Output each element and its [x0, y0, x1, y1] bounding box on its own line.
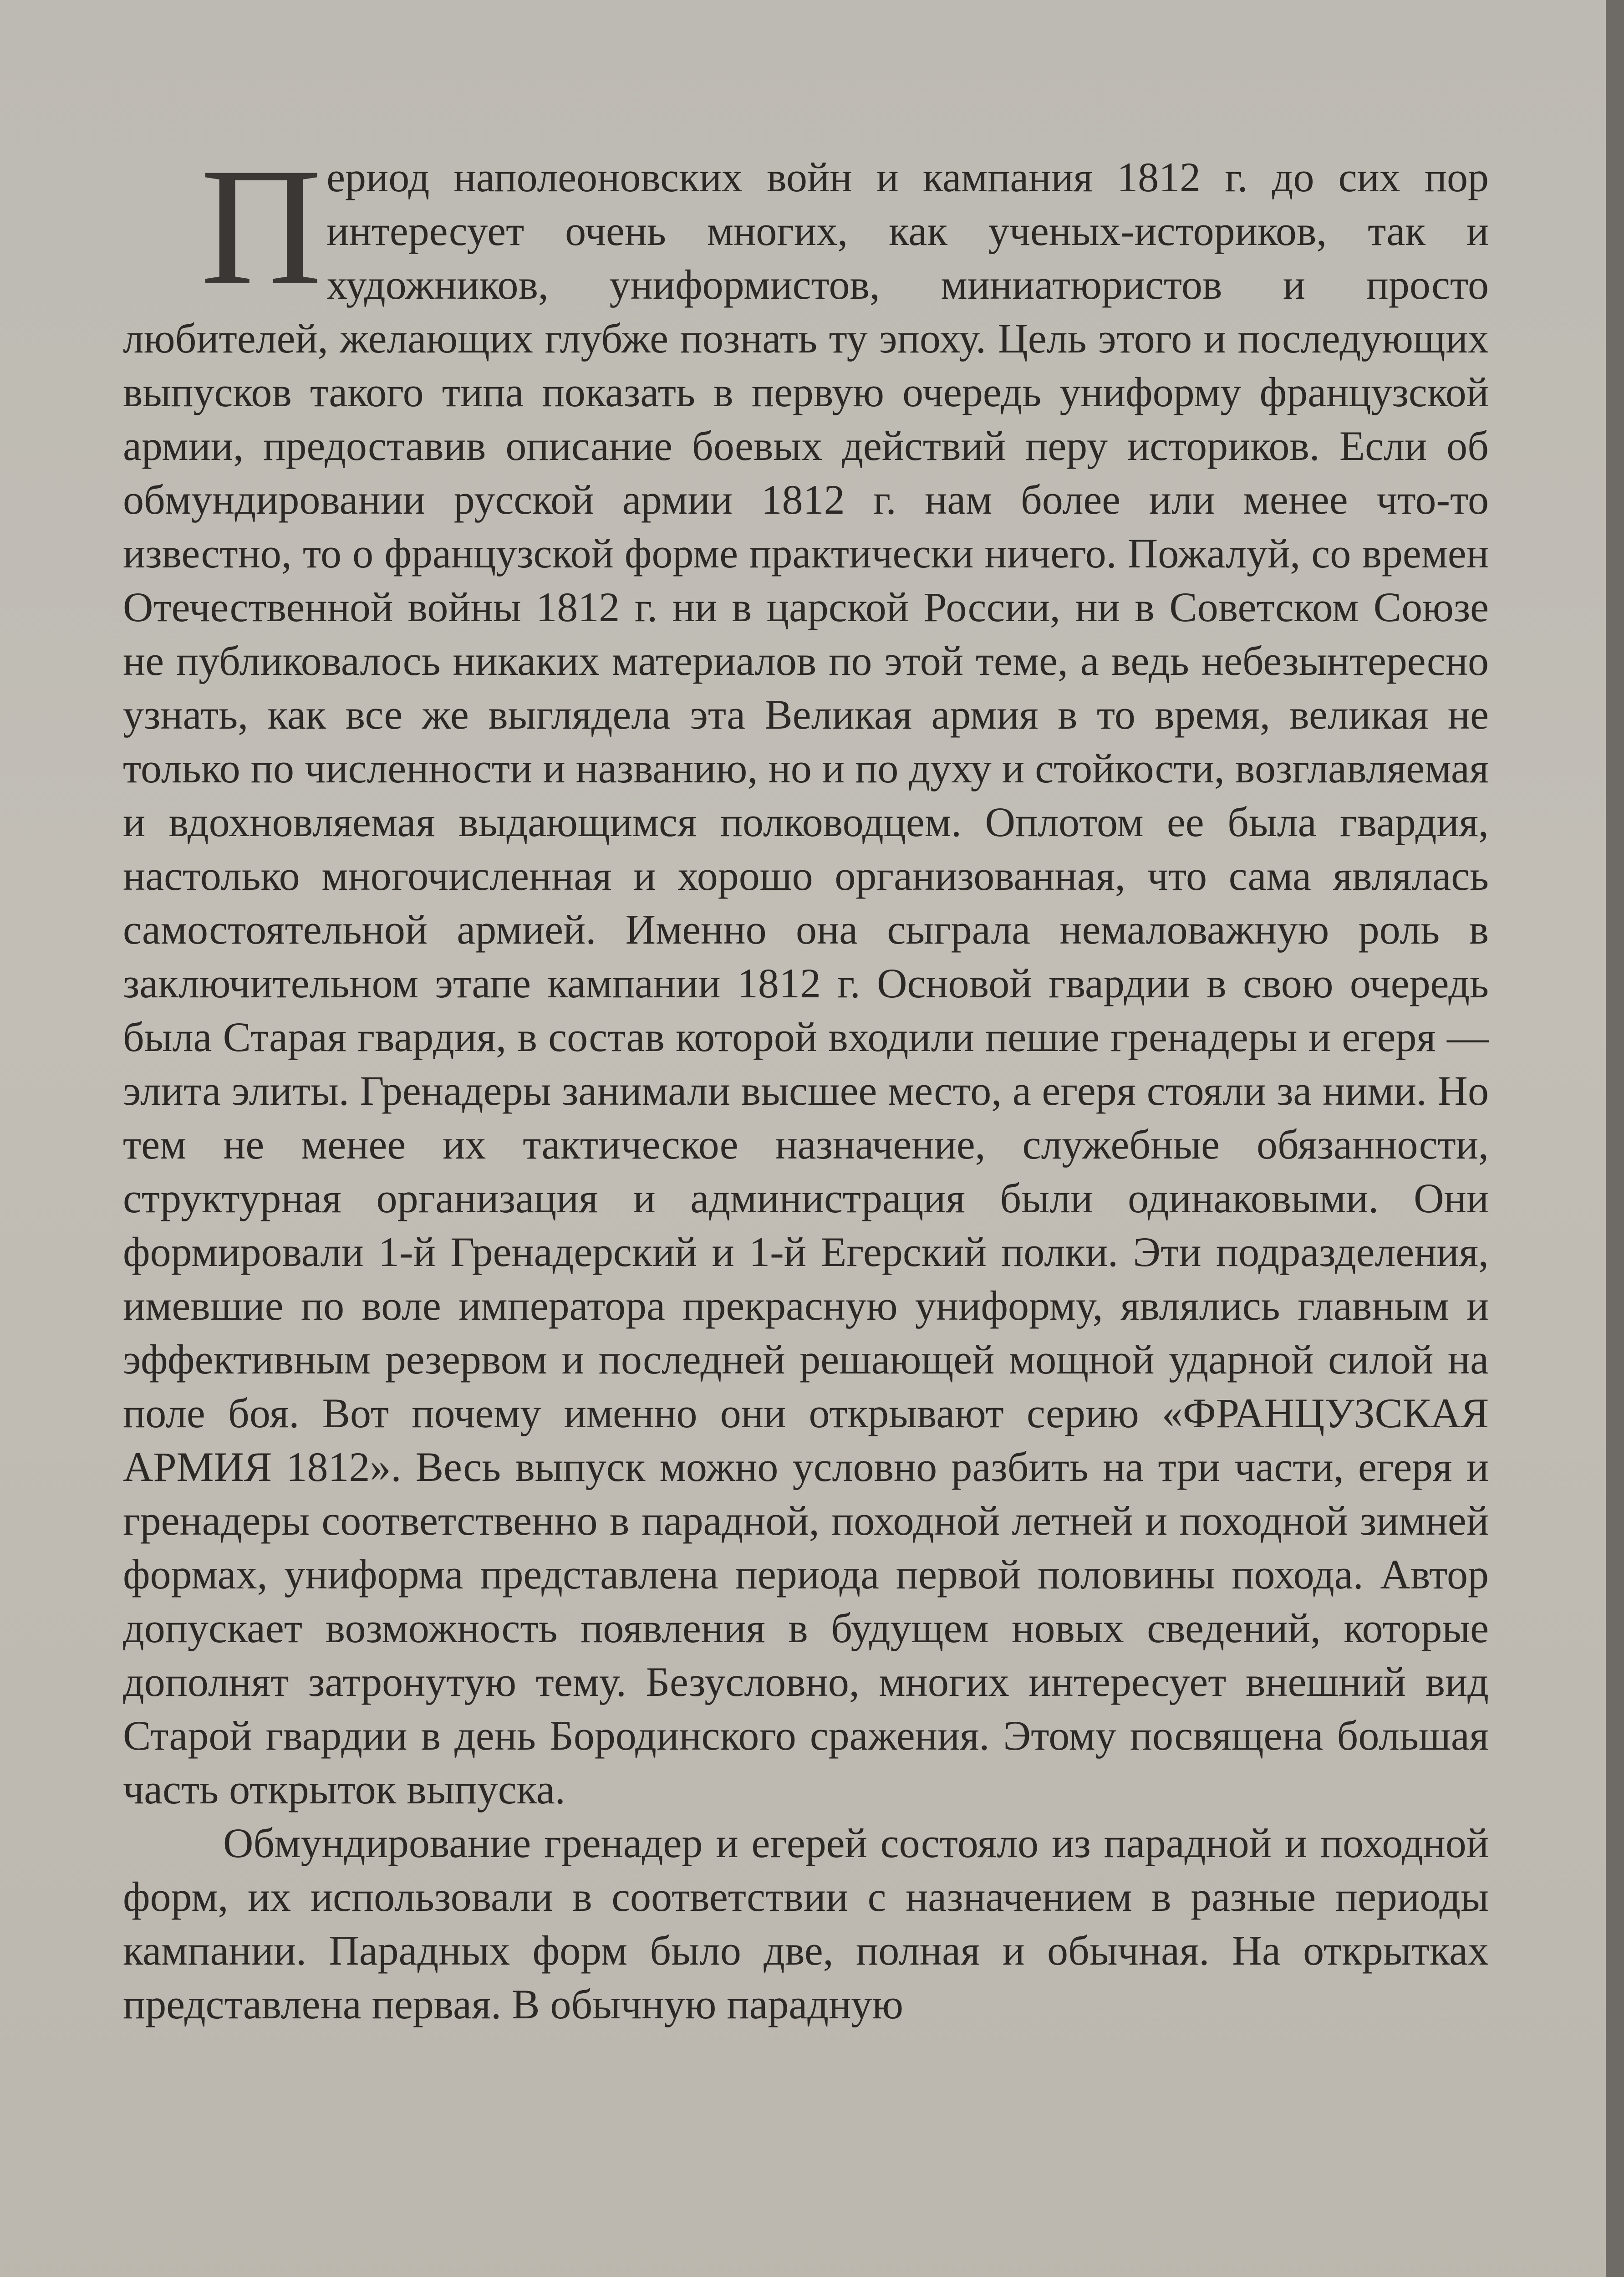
drop-cap-letter: П	[200, 133, 322, 320]
body-text	[123, 133, 1489, 2031]
paragraph-1-text: ериод наполеоновских войн и кампания 1812 г. до сих пор интересует очень многих, как ученых-историков, так и художников, униформистов, миниатюристов и просто любителей, желающих глубже познать ту эпоху. Цель этого и последующих выпусков такого типа показать в первую очередь униформу французской армии, предоставив описание боевых действий перу историков. Если об обмундировании русской армии 1812 г. нам более или менее что-то известно, то о французской форме практически ничего. Пожалуй, со времен Отечественной войны 1812 г. ни в царской России, ни в Советском Союзе не публиковалось никаких материалов по этой теме, а ведь небезынтересно узнать, как все же выглядела эта Великая армия в то время, великая не только по численности и названию, но и по духу и стойкости, возглавляемая и вдохновляемая выдающимся полководцем. Оплотом ее была гвардия, настолько многочисленная и хорошо организованная, что сама являлась самостоятельной армией. Именно она сыграла немаловажную роль в заключительном этапе кампании 1812 г. Основой гвардии в свою очередь была Старая гвардия, в состав которой входили пешие гренадеры и егеря — элита элиты. Гренадеры занимали высшее место, а егеря стояли за ними. Но тем не менее их тактическое назначение, служебные обязанности, структурная организация и администрация были одинаковыми. Они формировали 1-й Гренадерский и 1-й Егерский полки. Эти подразделения, имевшие по воле императора прекрасную униформу, являлись главным и эффективным резервом и последней решающей мощной ударной силой на поле боя. Вот почему именно они открывают серию «ФРАНЦУЗСКАЯ АРМИЯ 1812». Весь выпуск можно условно разбить на три части, егеря и гренадеры соответственно в парадной, походной летней и походной зимней формах, униформа представлена периода первой половины похода. Автор допускает возможность появления в будущем новых сведений, которые дополнят затронутую тему. Безусловно, многих интересует внешний вид Старой гвардии в день Бородинского сражения. Этому посвящена большая часть открыток выпуска.	[123, 154, 1489, 1812]
paragraph-2: Обмундирование гренадер и егерей состояло из парадной и походной форм, их использовали в соответствии с назначением в разные периоды кампании. Парадных форм было две, полная и обычная. На открытках представлена первая. В обычную парадную	[123, 1820, 1489, 2027]
page-edge-shadow-right	[1606, 0, 1624, 2277]
paragraph-1	[123, 133, 1489, 1816]
